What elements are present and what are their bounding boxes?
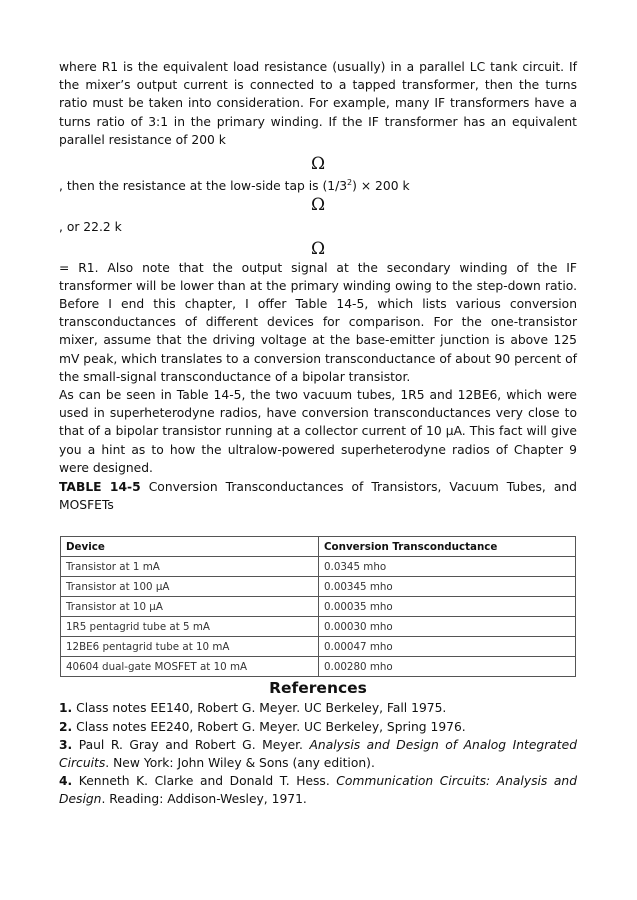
table-header-row [61, 537, 576, 557]
omega-symbol: Ω [310, 238, 326, 259]
cell-device: 1R5 pentagrid tube at 5 mA [61, 617, 319, 637]
reference-title: Communication Circuits: Analysis and Design [59, 774, 578, 807]
reference-text: Paul R. Gray and Robert G. Meyer. [72, 737, 310, 752]
cell-value: 0.0345 mho [319, 557, 576, 577]
table-row [61, 577, 576, 597]
reference-item [59, 718, 577, 736]
table-caption-label: TABLE 14-5 [59, 479, 141, 494]
superscript: 2 [347, 178, 353, 188]
cell-value: 0.00030 mho [319, 617, 576, 637]
document-page [59, 58, 577, 809]
cell-device: Transistor at 10 μA [61, 597, 319, 617]
paragraph-load-resistance: where R1 is the equivalent load resistance (usually) in a parallel LC tank circuit. If the mixer’s output current is connected to a tapped transformer, then the turns ratio must be taken into consideration. For example, many IF transformers have a turns ratio of 3:1 in the primary winding. If the IF transformer has an equivalent parallel resistance of 200 k [59, 60, 577, 147]
cell-device: Transistor at 100 μA [61, 577, 319, 597]
table-row [61, 617, 576, 637]
reference-number: 4. [59, 774, 73, 789]
reference-title: Analysis and Design of Analog Integrated Circuits [59, 737, 577, 770]
cell-device: Transistor at 1 mA [61, 557, 319, 577]
omega-symbol: Ω [310, 154, 326, 175]
reference-text: . New York: John Wiley & Sons (any edition). [105, 755, 375, 770]
reference-number: 1. [59, 701, 73, 716]
cell-value: 0.00035 mho [319, 597, 576, 617]
reference-item [59, 736, 577, 772]
reference-item [59, 699, 577, 717]
table-row [61, 657, 576, 677]
reference-text: Class notes EE140, Robert G. Meyer. UC Berkeley, Fall 1975. [72, 701, 447, 716]
reference-number: 3. [59, 737, 73, 752]
table-row [61, 637, 576, 657]
paragraph-r1-note: = R1. Also note that the output signal at the secondary winding of the IF transformer will be lower than at the primary winding owing to the step-down ratio. Before I end this chapter, I offer Table 14-5, which lists various conversion transconductances of different devices for comparison. For the one-transistor mixer, assume that the driving voltage at the base-emitter junction is above 125 mV peak, which translates to a conversion transconductance of about 90 percent of the small-signal transconductance of a bipolar transistor. [59, 260, 577, 384]
paragraph-result: , or 22.2 k [59, 220, 122, 235]
omega-symbol: Ω [310, 195, 326, 216]
table-row [61, 557, 576, 577]
reference-text: Class notes EE240, Robert G. Meyer. UC Berkeley, Spring 1976. [72, 719, 466, 734]
cell-value: 0.00345 mho [319, 577, 576, 597]
table-caption-text: Conversion Transconductances of Transistors, Vacuum Tubes, and MOSFETs [59, 479, 577, 513]
paragraph-vacuum-tubes: As can be seen in Table 14-5, the two vacuum tubes, 1R5 and 12BE6, which were used in superheterodyne radios, have conversion transconductances very close to that of a bipolar transistor running at a collector current of 10 μA. This fact will give you a hint as to how the ultralow-powered superheterodyne radios of Chapter 9 were designed. [59, 387, 577, 475]
table-row [61, 597, 576, 617]
reference-text: . Reading: Addison-Wesley, 1971. [101, 792, 307, 807]
reference-item [59, 772, 577, 808]
text-fragment: , then the resistance at the low-side tap is (1/3 [59, 179, 348, 194]
paragraph-low-side-tap [59, 174, 577, 195]
header-conversion-transconductance: Conversion Transconductance [319, 537, 576, 557]
transconductance-table [60, 536, 576, 677]
cell-device: 12BE6 pentagrid tube at 10 mA [61, 637, 319, 657]
header-device: Device [61, 537, 319, 557]
cell-device: 40604 dual-gate MOSFET at 10 mA [61, 657, 319, 677]
reference-number: 2. [59, 719, 73, 734]
table-caption [59, 478, 577, 514]
references-heading: References [269, 679, 367, 698]
cell-value: 0.00047 mho [319, 637, 576, 657]
reference-text: Kenneth K. Clarke and Donald T. Hess. [72, 774, 337, 789]
cell-value: 0.00280 mho [319, 657, 576, 677]
text-fragment: ) × 200 k [352, 179, 410, 194]
